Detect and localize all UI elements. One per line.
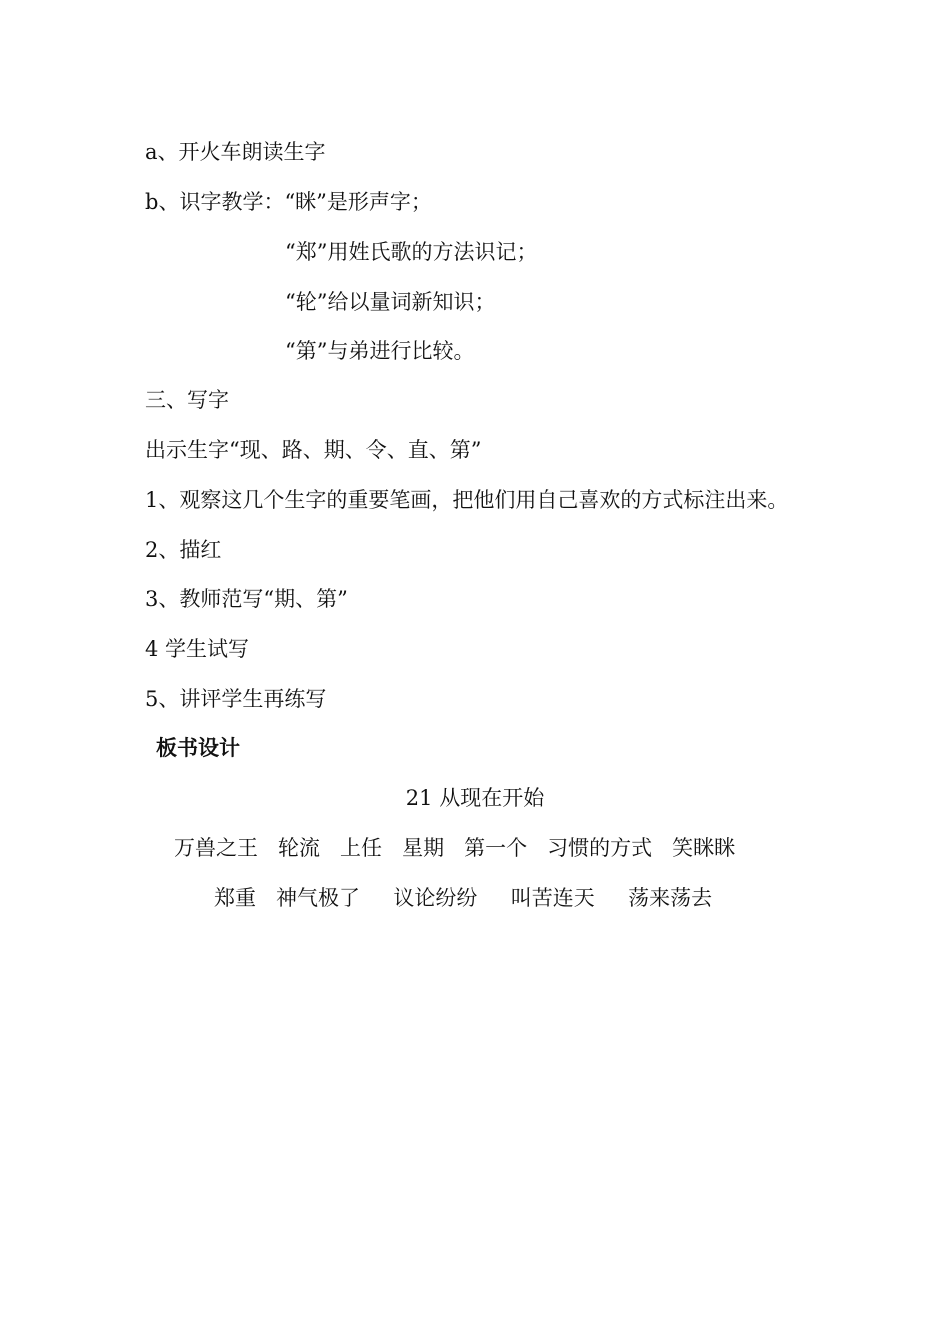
text-line: “郑”用姓氏歌的方法识记；	[285, 240, 538, 264]
text-line: 出示生字“现、路、期、令、直、第”	[145, 438, 482, 462]
board-title: 21 从现在开始	[405, 786, 545, 810]
text-line: “第”与弟进行比较。	[285, 339, 475, 363]
text-line: b、识字教学：“眯”是形声字；	[145, 190, 432, 214]
text-line: 4 学生试写	[145, 637, 250, 661]
board-words-row-1: 万兽之王 轮流 上任 星期 第一个 习惯的方式 笑眯眯	[174, 836, 736, 860]
board-words-row-2: 郑重 神气极了 议论纷纷 叫苦连天 荡来荡去	[214, 886, 713, 910]
board-design-heading: 板书设计	[156, 736, 240, 760]
text-line: 5、讲评学生再练写	[145, 687, 327, 711]
text-line: a、开火车朗读生字	[145, 140, 326, 164]
text-line: 3、教师范写“期、第”	[145, 587, 348, 611]
section-heading: 三、写字	[145, 388, 229, 412]
text-line: “轮”给以量词新知识；	[285, 290, 496, 314]
text-line: 2、描红	[145, 538, 222, 562]
text-line: 1、观察这几个生字的重要笔画，把他们用自己喜欢的方式标注出来。	[145, 488, 789, 512]
